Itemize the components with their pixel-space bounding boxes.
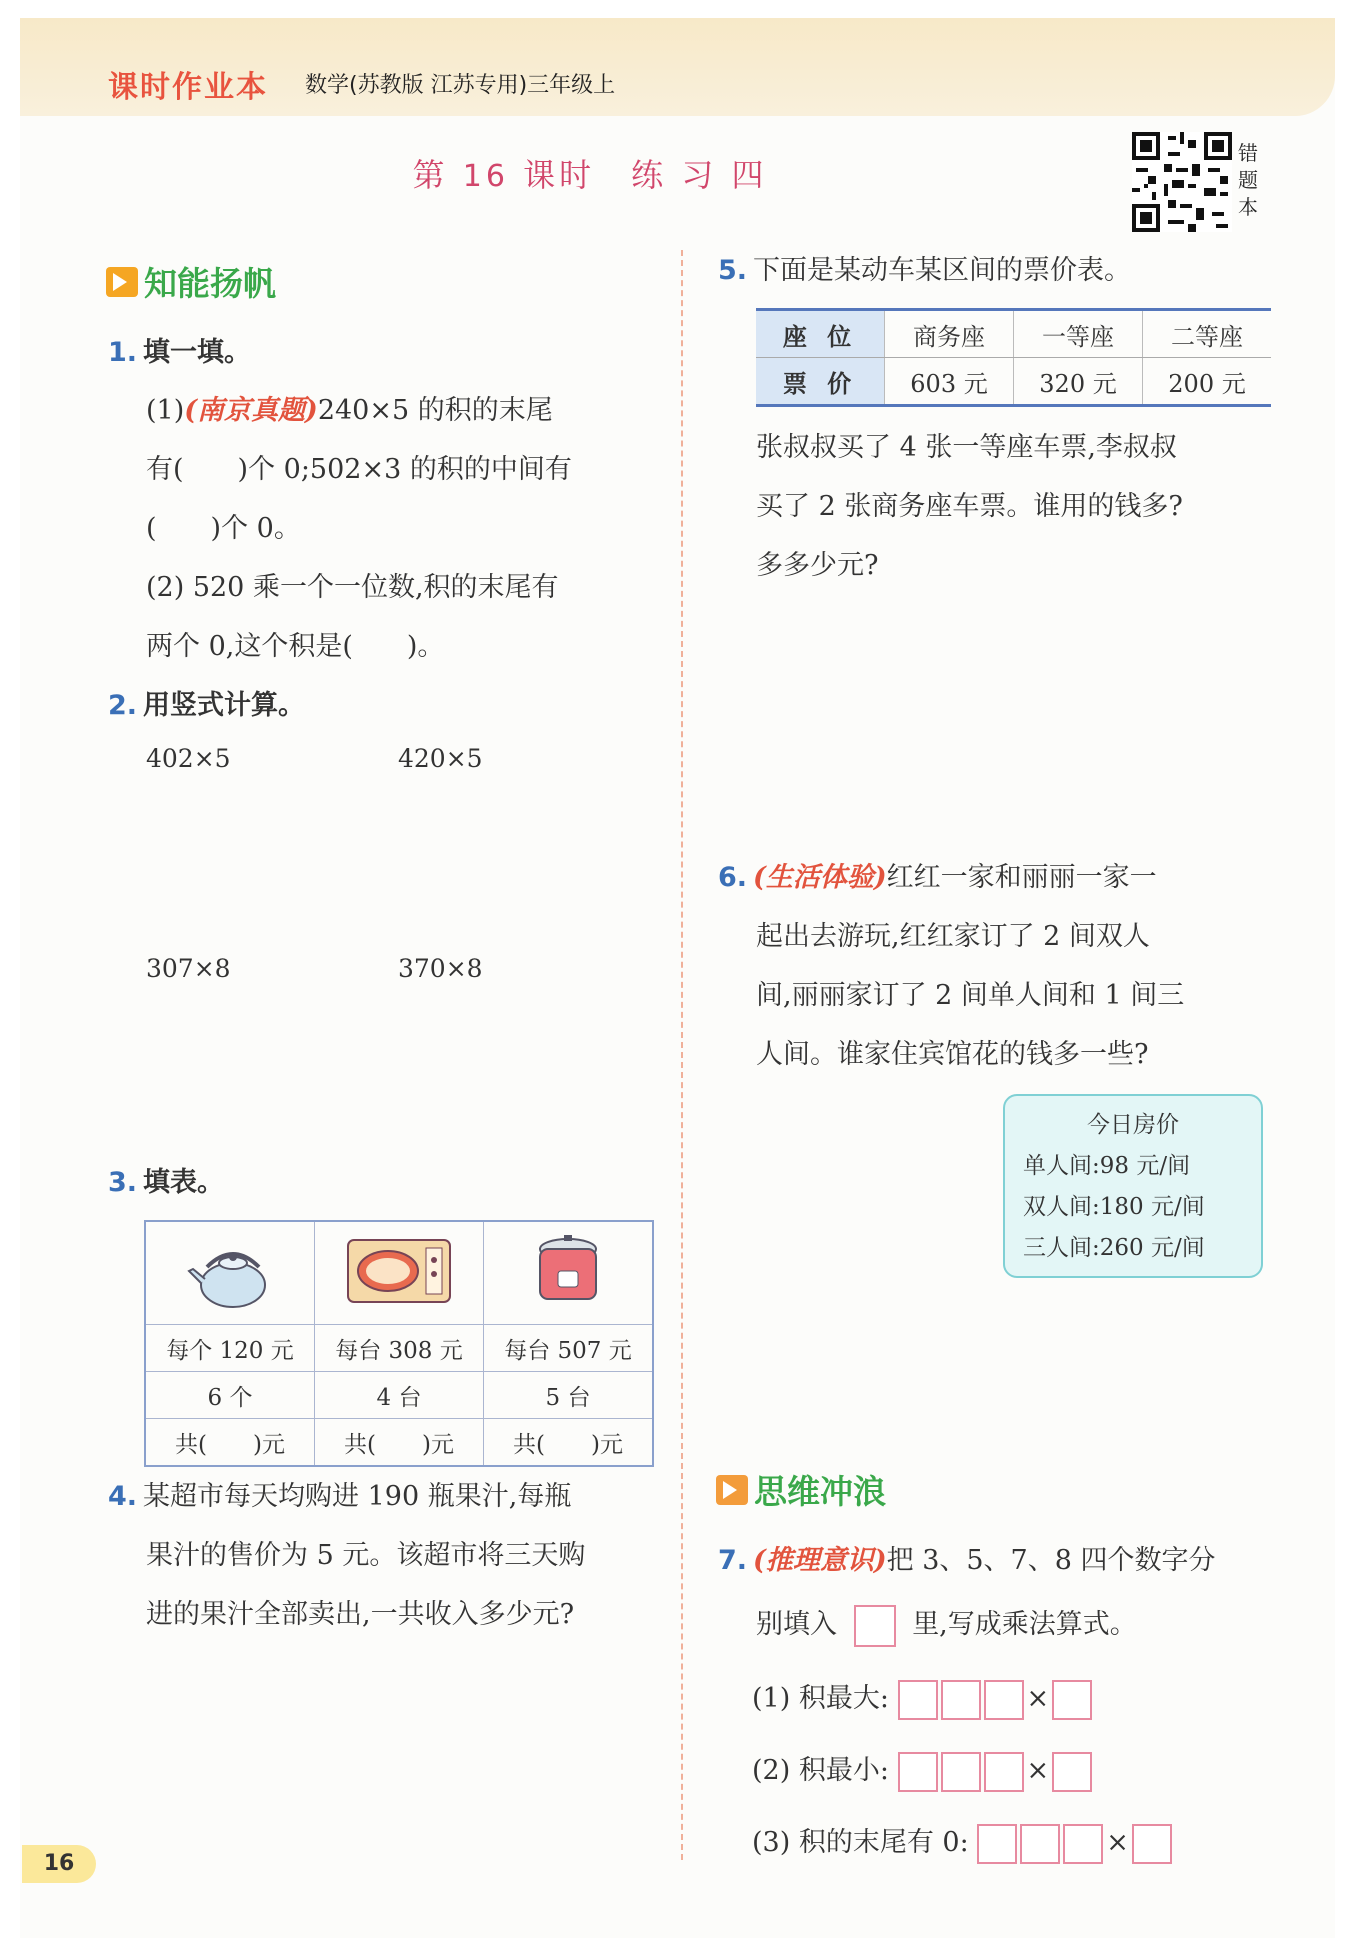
q4-line3: 进的果汁全部卖出,一共收入多少元? <box>146 1599 575 1630</box>
brand-title: 课时作业本 <box>108 70 268 105</box>
q2-expression-1: 402×5 <box>146 744 231 773</box>
q5-title <box>718 248 1131 287</box>
times-sign: × <box>1026 1683 1050 1714</box>
answer-box[interactable] <box>977 1824 1017 1864</box>
qr-code-icon[interactable] <box>1132 132 1232 232</box>
lesson-title-suffix: 课时 练 习 四 <box>523 156 768 194</box>
lesson-title <box>0 150 1180 196</box>
q7-part2-label: (2) 积最小: <box>752 1755 889 1786</box>
wave-icon <box>716 1475 748 1505</box>
goods-table <box>144 1220 654 1467</box>
answer-box[interactable] <box>941 1680 981 1720</box>
q6-tag: (生活体验) <box>753 862 887 893</box>
seat-cell: 二等座 <box>1143 310 1272 358</box>
q6-number: 6. <box>718 862 748 893</box>
q2-title-text: 用竖式计算。 <box>143 690 306 721</box>
qr-label: 错题本 <box>1238 141 1258 219</box>
book-info: 数学(苏教版 江苏专用)三年级上 <box>305 73 616 98</box>
answer-box[interactable] <box>1132 1824 1172 1864</box>
q1-source-tag: (南京真题) <box>184 395 318 426</box>
rice-cooker-icon <box>528 1227 608 1313</box>
q1-part2-line2: 两个 0,这个积是( )。 <box>146 631 445 662</box>
q1-part1-line1 <box>146 388 553 427</box>
q3-title-text: 填表。 <box>143 1167 225 1198</box>
total-answer-cell[interactable]: 共( )元 <box>315 1419 484 1467</box>
q1-part1-label: (1) <box>146 395 185 426</box>
unit-price-cell: 每台 308 元 <box>315 1325 484 1372</box>
q4-line2: 果汁的售价为 5 元。该超市将三天购 <box>146 1540 586 1571</box>
q1-part1-line2: 有( )个 0;502×3 的积的中间有 <box>146 454 572 485</box>
times-sign: × <box>1026 1755 1050 1786</box>
price-header: 票 价 <box>756 358 885 406</box>
lesson-number: 16 <box>462 159 509 194</box>
times-sign: × <box>1106 1827 1129 1858</box>
q1-part1-line3: ( )个 0。 <box>146 513 301 544</box>
q2-expression-2: 420×5 <box>398 744 483 773</box>
q7-tag: (推理意识) <box>753 1545 887 1576</box>
goods-image-cell <box>145 1221 315 1325</box>
answer-box[interactable] <box>941 1752 981 1792</box>
answer-box[interactable] <box>984 1752 1024 1792</box>
q6-line1 <box>718 855 1157 894</box>
q3-number: 3. <box>108 1167 138 1198</box>
q7-part3 <box>752 1820 1175 1864</box>
answer-box[interactable] <box>984 1680 1024 1720</box>
seat-header: 座 位 <box>756 310 885 358</box>
q4-text-1: 某超市每天均购进 190 瓶果汁,每瓶 <box>143 1481 572 1512</box>
q7-line2 <box>756 1602 1137 1647</box>
q7-text-2b: 里,写成乘法算式。 <box>912 1609 1137 1640</box>
q4-line1 <box>108 1474 571 1513</box>
q1-title-text: 填一填。 <box>143 337 252 368</box>
q7-part3-label: (3) 积的末尾有 0: <box>752 1827 969 1858</box>
section-heading-1 <box>106 258 276 305</box>
q3-title <box>108 1160 224 1199</box>
q7-number: 7. <box>718 1545 748 1576</box>
seat-cell: 一等座 <box>1014 310 1143 358</box>
q7-part1-label: (1) 积最大: <box>752 1683 889 1714</box>
answer-box[interactable] <box>1052 1752 1092 1792</box>
total-answer-cell[interactable]: 共( )元 <box>484 1419 654 1467</box>
q5-title-text: 下面是某动车某区间的票价表。 <box>753 255 1132 286</box>
quantity-cell: 6 个 <box>145 1372 315 1419</box>
q6-text-1: 红红一家和丽丽一家一 <box>886 862 1157 893</box>
lesson-title-prefix: 第 <box>412 156 449 194</box>
q6-line2: 起出去游玩,红红家订了 2 间双人 <box>756 921 1150 952</box>
q2-expression-3: 307×8 <box>146 954 231 983</box>
ticket-price-table <box>756 308 1271 407</box>
q7-part1 <box>752 1676 1095 1720</box>
q1-number: 1. <box>108 337 138 368</box>
quantity-cell: 4 台 <box>315 1372 484 1419</box>
q7-text-1: 把 3、5、7、8 四个数字分 <box>886 1545 1216 1576</box>
unit-price-cell: 每个 120 元 <box>145 1325 315 1372</box>
sample-box <box>854 1605 896 1647</box>
page-number: 16 <box>22 1845 96 1883</box>
column-divider <box>681 250 683 1860</box>
room-price-row: 单人间:98 元/间 <box>1023 1153 1191 1179</box>
price-cell: 320 元 <box>1014 358 1143 406</box>
q2-title <box>108 683 305 722</box>
room-price-row: 双人间:180 元/间 <box>1023 1194 1205 1220</box>
quantity-cell: 5 台 <box>484 1372 654 1419</box>
sail-icon <box>106 267 138 297</box>
answer-box[interactable] <box>898 1752 938 1792</box>
q7-line1 <box>718 1538 1216 1577</box>
q6-line3: 间,丽丽家订了 2 间单人间和 1 间三 <box>756 980 1185 1011</box>
q1-title <box>108 330 251 369</box>
q5-line1: 张叔叔买了 4 张一等座车票,李叔叔 <box>756 432 1177 463</box>
price-cell: 200 元 <box>1143 358 1272 406</box>
q2-expression-4: 370×8 <box>398 954 483 983</box>
q1-part2-line1: (2) 520 乘一个一位数,积的末尾有 <box>146 572 559 603</box>
q5-line2: 买了 2 张商务座车票。谁用的钱多? <box>756 491 1183 522</box>
section-title-1: 知能扬帆 <box>144 264 276 303</box>
room-price-title: 今日房价 <box>1087 1112 1179 1138</box>
seat-cell: 商务座 <box>885 310 1014 358</box>
q4-number: 4. <box>108 1481 138 1512</box>
q1-part1-text: 240×5 的积的末尾 <box>317 395 553 426</box>
answer-box[interactable] <box>1052 1680 1092 1720</box>
goods-image-cell <box>315 1221 484 1325</box>
room-price-card <box>1003 1094 1263 1278</box>
q6-line4: 人间。谁家住宾馆花的钱多一些? <box>756 1039 1149 1070</box>
q7-text-2a: 别填入 <box>756 1609 837 1640</box>
q5-line3: 多多少元? <box>756 550 879 581</box>
microwave-icon <box>344 1230 454 1310</box>
price-cell: 603 元 <box>885 358 1014 406</box>
answer-box[interactable] <box>1020 1824 1060 1864</box>
answer-box[interactable] <box>1063 1824 1103 1864</box>
kettle-icon <box>185 1227 275 1313</box>
unit-price-cell: 每台 507 元 <box>484 1325 654 1372</box>
goods-image-cell <box>484 1221 654 1325</box>
section-title-2: 思维冲浪 <box>754 1472 886 1511</box>
room-price-row: 三人间:260 元/间 <box>1023 1235 1205 1261</box>
q5-number: 5. <box>718 255 748 286</box>
total-answer-cell[interactable]: 共( )元 <box>145 1419 315 1467</box>
q7-part2 <box>752 1748 1095 1792</box>
answer-box[interactable] <box>898 1680 938 1720</box>
q2-number: 2. <box>108 690 138 721</box>
section-heading-2 <box>716 1466 886 1513</box>
